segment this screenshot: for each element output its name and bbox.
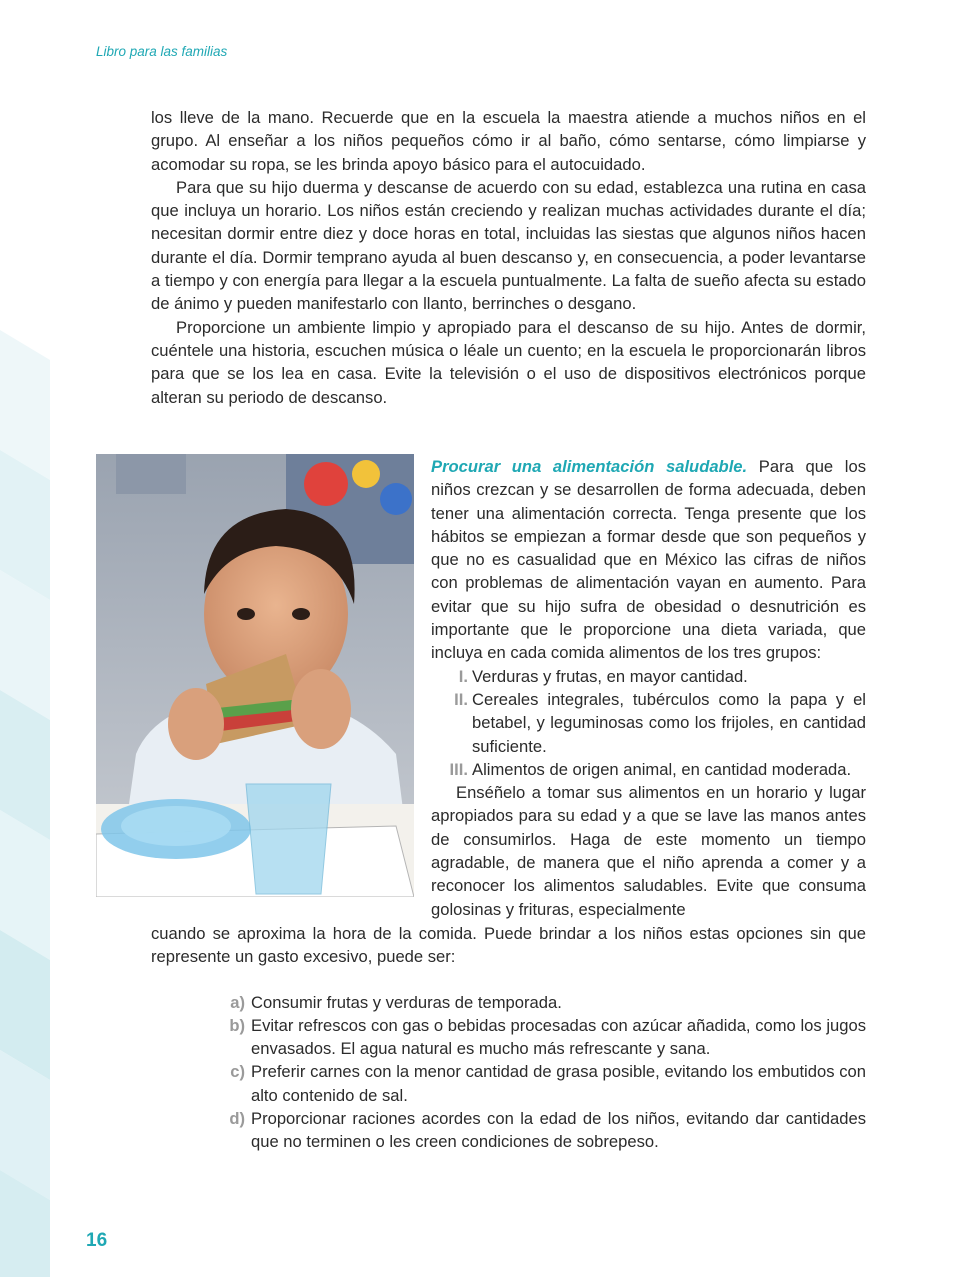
list-text: Consumir frutas y verduras de temporada. bbox=[251, 992, 562, 1012]
list-text: Alimentos de origen animal, en cantidad moderada. bbox=[472, 759, 852, 779]
paragraph-1: los lleve de la mano. Recuerde que en la escuela la maestra atiende a muchos niños en el grupo. Al enseñar a los niños pequeños cómo ir al baño, cómo sentarse, cómo limpiarse y acomodar su ropa, se les brinda apoyo básico para el autocuidado. bbox=[151, 108, 866, 174]
list-item bbox=[431, 688, 866, 758]
boy-eating-sandwich-illustration bbox=[96, 454, 414, 897]
list-text: Verduras y frutas, en mayor cantidad. bbox=[472, 666, 748, 686]
list-marker: c) bbox=[230, 1062, 245, 1082]
paragraph-after-groups: Enséñelo a tomar sus alimentos en un horario y lugar apropiados para su edad y a que se lave las manos antes de consumirlos. Haga de este momento un tiempo agradable, de manera que el niño aprenda a comer y a reconocer los alimentos saludables. Evite que consuma golosinas y frituras, especialmente bbox=[431, 783, 866, 919]
list-item bbox=[151, 991, 866, 1014]
list-text: Evitar refrescos con gas o bebidas procesadas con azúcar añadida, como los jugos envasados. El agua natural es mucho más refrescante y sana. bbox=[251, 1015, 866, 1059]
list-item bbox=[431, 758, 866, 781]
list-item bbox=[151, 1060, 866, 1107]
boy-eating-photo bbox=[96, 454, 414, 897]
list-text: Preferir carnes con la menor cantidad de grasa posible, evitando los embutidos con alto contenido de sal. bbox=[251, 1062, 866, 1105]
list-marker: a) bbox=[230, 992, 245, 1012]
food-groups-list bbox=[431, 665, 866, 781]
list-item bbox=[151, 1014, 866, 1061]
list-marker: d) bbox=[229, 1109, 245, 1129]
list-item bbox=[431, 665, 866, 688]
nutrition-intro: Para que los niños crezcan y se desarrollen de forma adecuada, deben tener una alimentación correcta. Tenga presente que los hábitos se empiezan a formar desde que son pequeños y que no es casualidad que en México las cifras de niños con problemas de alimentación vayan en aumento. Para evitar que su hijo sufra de obesidad o desnutrición es importante que le proporcione una dieta variada, que incluya en cada comida alimentos de los tres grupos: bbox=[431, 457, 867, 663]
options-section bbox=[151, 922, 866, 1154]
intro-paragraphs bbox=[151, 106, 866, 409]
page-number: 16 bbox=[86, 1230, 108, 1251]
options-list bbox=[151, 991, 866, 1154]
list-marker: II. bbox=[454, 689, 468, 709]
running-header: Libro para las familias bbox=[96, 44, 228, 59]
list-marker: III. bbox=[449, 759, 468, 779]
nutrition-section bbox=[431, 455, 866, 921]
paragraph-2: Para que su hijo duerma y descanse de acuerdo con su edad, establezca una rutina en casa que incluya un horario. Los niños están creciendo y realizan muchas actividades durante el día; necesitan dormir entre diez y doce horas en total, incluidas las siestas que algunos niños hacen durante el día. Dormir temprano ayuda al buen descanso y, en consecuencia, a poder levantarse a tiempo y con energía para llegar a la escuela puntualmente. La falta de sueño afecta su estado de ánimo y pueden manifestarlo con llanto, berrinches o desgano. bbox=[151, 177, 866, 314]
list-marker: I. bbox=[458, 666, 468, 686]
list-text: Cereales integrales, tubérculos como la papa y el betabel, y leguminosas como los frijoles, en cantidad suficiente. bbox=[472, 689, 866, 756]
side-decoration bbox=[0, 0, 50, 1277]
paragraph-3: Proporcione un ambiente limpio y apropiado para el descanso de su hijo. Antes de dormir, cuéntele una historia, escuchen música o léale un cuento; en la escuela le proporcionarán libros para que se los lea en casa. Evite la televisión o el uso de dispositivos electrónicos porque alteran su periodo de descanso. bbox=[151, 317, 866, 407]
continuation-paragraph: cuando se aproxima la hora de la comida. Puede brindar a los niños estas opciones sin que represente un gasto excesivo, puede ser: bbox=[151, 924, 866, 967]
list-item bbox=[151, 1107, 866, 1154]
list-text: Proporcionar raciones acordes con la edad de los niños, evitando dar cantidades que no terminen o les creen condiciones de sobrepeso. bbox=[251, 1109, 866, 1152]
section-heading: Procurar una alimentación saludable. bbox=[431, 457, 748, 476]
list-marker: b) bbox=[229, 1015, 245, 1035]
